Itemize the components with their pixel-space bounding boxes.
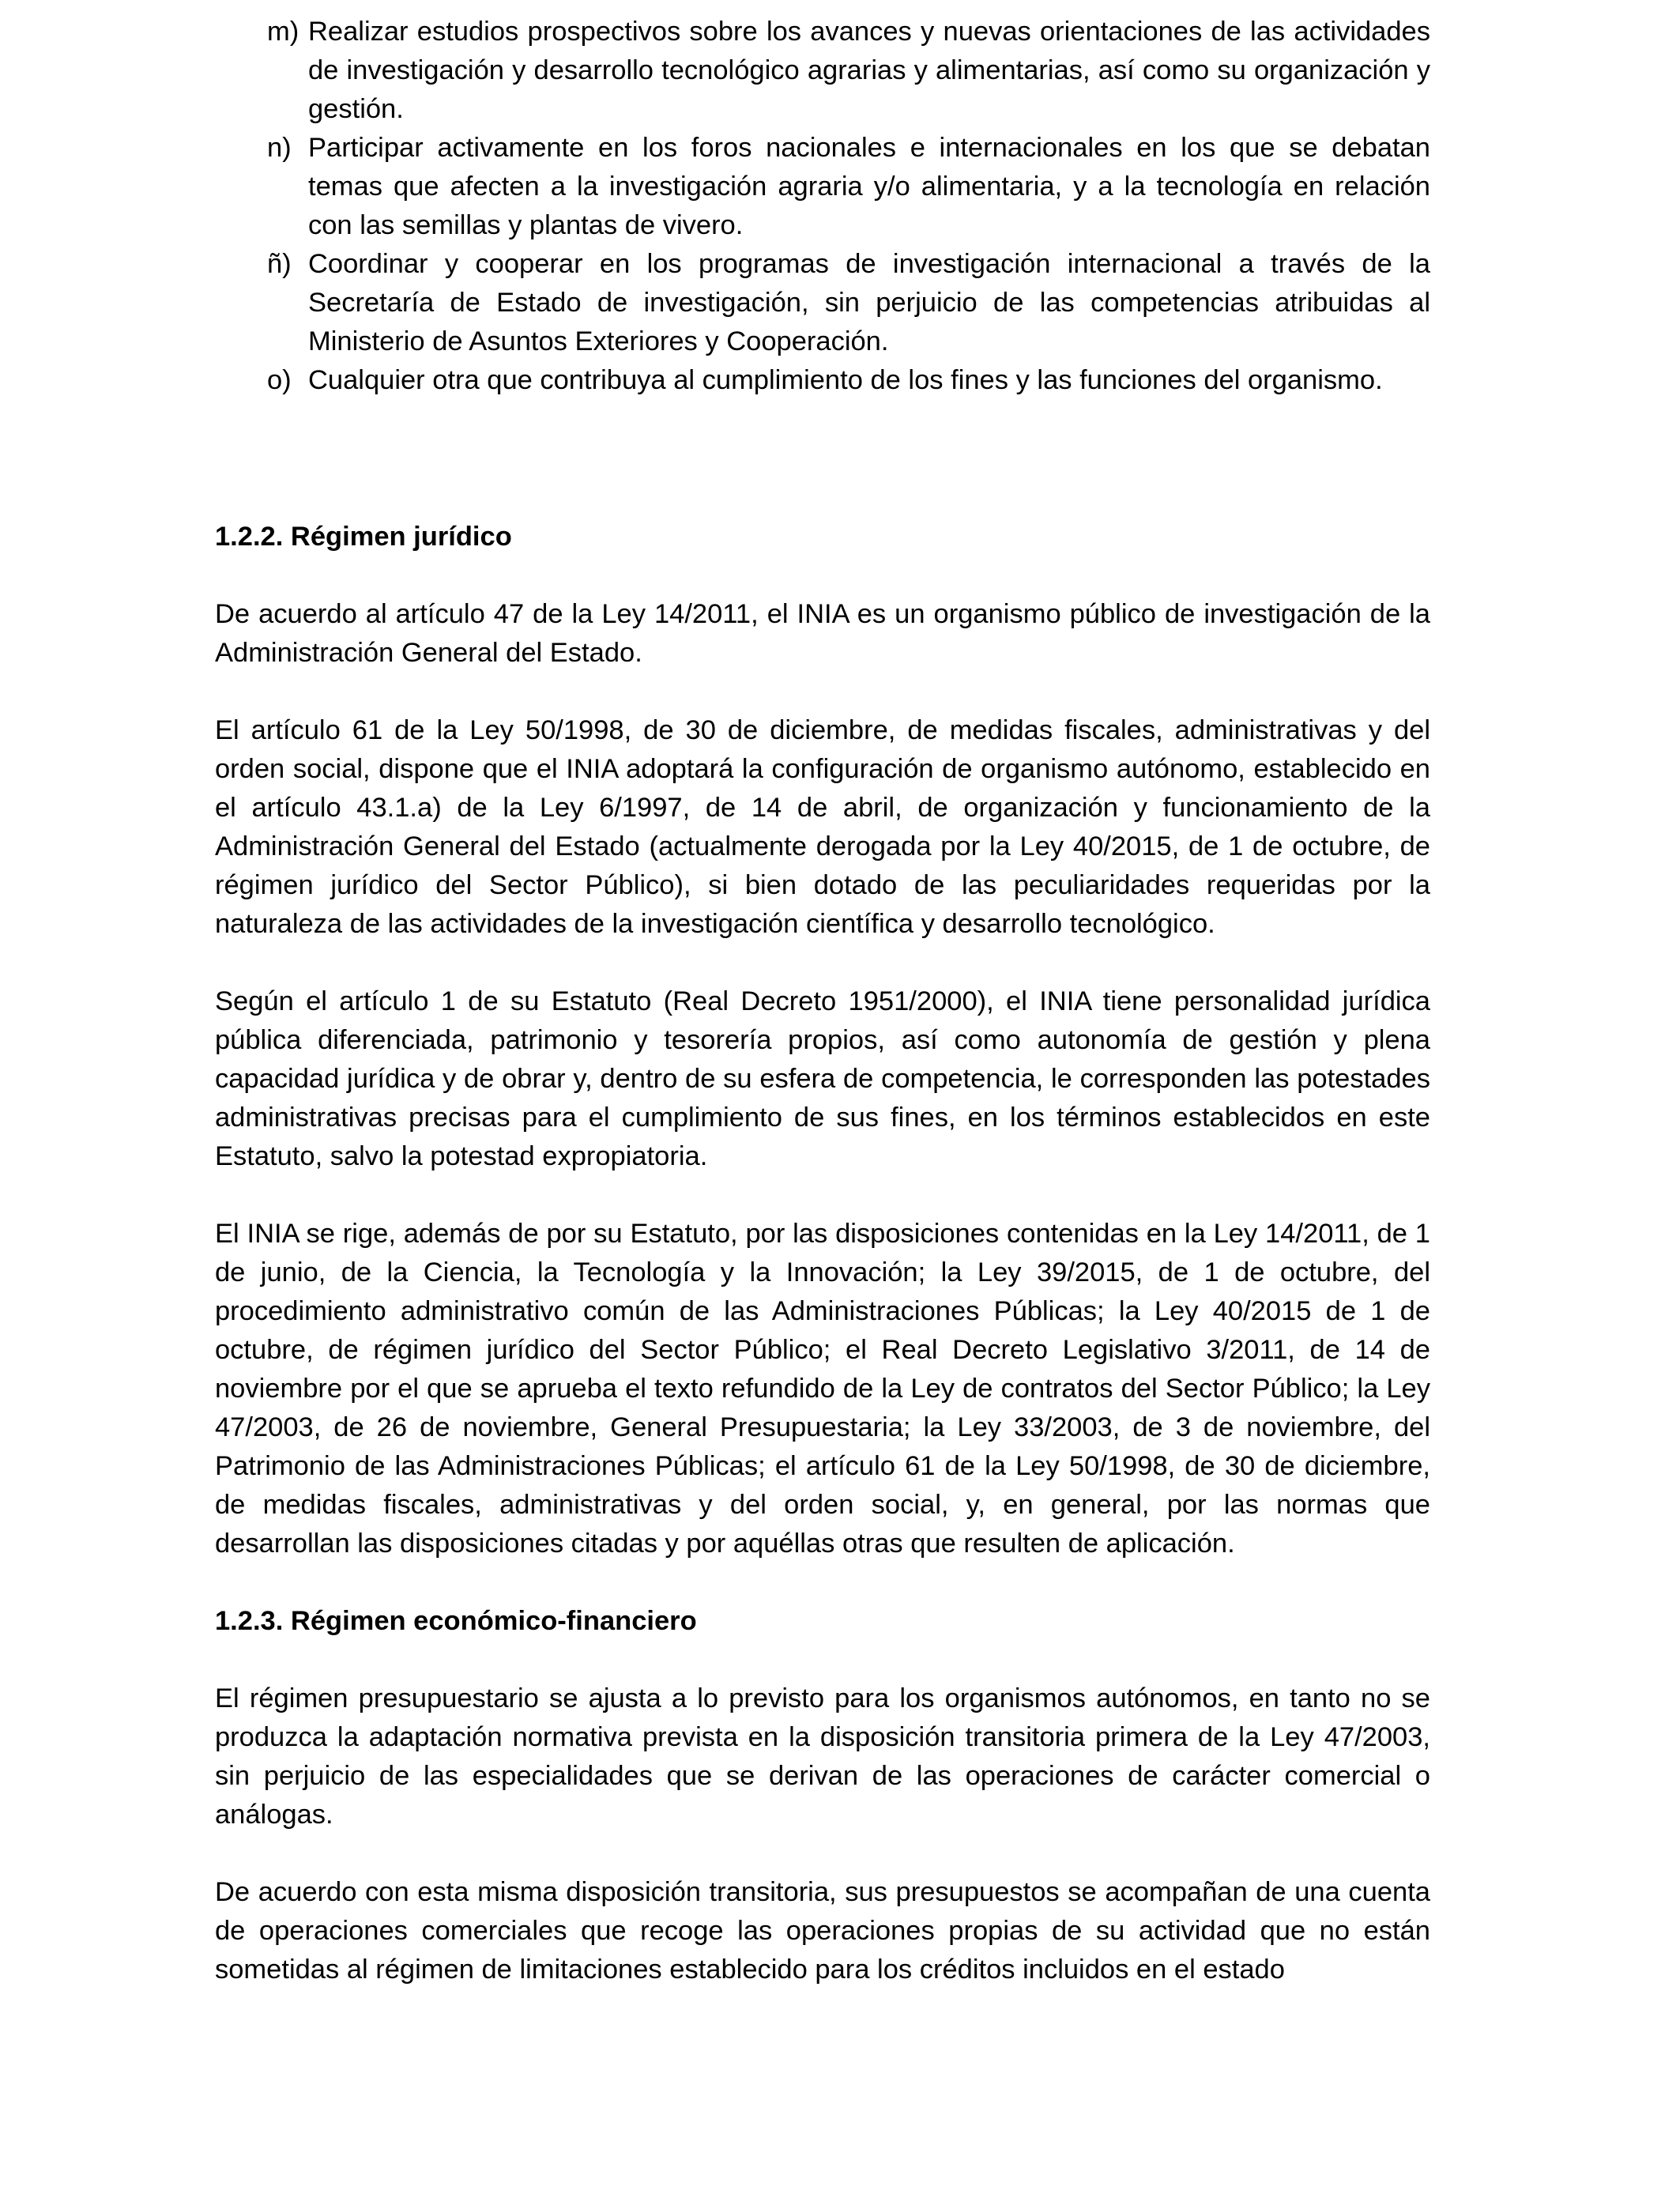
- list-item-letter: n): [267, 133, 292, 163]
- list-item-text: Cualquier otra que contribuya al cumplimiento de los fines y las funciones del organismo.: [308, 365, 1383, 395]
- list-item-text: Participar activamente en los foros nacionales e internacionales en los que se debatan temas que afecten a la investigación agraria y/o alimentaria, y a la tecnología en relación con las semillas y plantas de vivero.: [308, 133, 1430, 240]
- paragraph: El régimen presupuestario se ajusta a lo previsto para los organismos autónomos, en tanto no se produzca la adaptación normativa prevista en la disposición transitoria primera de la Ley 47/2003, sin perjuicio de las especialidades que se derivan de las operaciones de carácter comercial o análogas.: [215, 1683, 1430, 1830]
- list-item-text: Realizar estudios prospectivos sobre los avances y nuevas orientaciones de las actividades de investigación y desarrollo tecnológico agrarias y alimentarias, así como su organización y gestión.: [308, 17, 1430, 124]
- list-item: [267, 129, 1430, 245]
- list-item-text: Coordinar y cooperar en los programas de investigación internacional a través de la Secretaría de Estado de investigación, sin perjuicio de las competencias atribuidas al Ministerio de Asuntos Exteriores y Cooperación.: [308, 249, 1430, 356]
- paragraph: De acuerdo con esta misma disposición transitoria, sus presupuestos se acompañan de una cuenta de operaciones comerciales que recoge las operaciones propias de su actividad que no están sometidas al régimen de limitaciones establecido para los créditos incluidos en el estado: [215, 1877, 1430, 1985]
- paragraph: El INIA se rige, además de por su Estatuto, por las disposiciones contenidas en la Ley 14/2011, de 1 de junio, de la Ciencia, la Tecnología y la Innovación; la Ley 39/2015, de 1 de octubre, del procedimiento administrativo común de las Administraciones Públicas; la Ley 40/2015 de 1 de octubre, de régimen jurídico del Sector Público; el Real Decreto Legislativo 3/2011, de 14 de noviembre por el que se aprueba el texto refundido de la Ley de contratos del Sector Público; la Ley 47/2003, de 26 de noviembre, General Presupuestaria; la Ley 33/2003, de 3 de noviembre, del Patrimonio de las Administraciones Públicas; el artículo 61 de la Ley 50/1998, de 30 de diciembre, de medidas fiscales, administrativas y del orden social, y, en general, por las normas que desarrollan las disposiciones citadas y por aquéllas otras que resulten de aplicación.: [215, 1219, 1430, 1559]
- functions-list: [215, 13, 1430, 400]
- list-item-letter: ñ): [267, 249, 292, 279]
- paragraph: De acuerdo al artículo 47 de la Ley 14/2011, el INIA es un organismo público de investigación de la Administración General del Estado.: [215, 599, 1430, 668]
- section-heading-regimen-juridico: 1.2.2. Régimen jurídico: [215, 522, 512, 552]
- list-item: [267, 13, 1430, 129]
- list-item: [267, 361, 1430, 400]
- paragraph: El artículo 61 de la Ley 50/1998, de 30 de diciembre, de medidas fiscales, administrativas y del orden social, dispone que el INIA adoptará la configuración de organismo autónomo, establecido en el artículo 43.1.a) de la Ley 6/1997, de 14 de abril, de organización y funcionamiento de la Administración General del Estado (actualmente derogada por la Ley 40/2015, de 1 de octubre, de régimen jurídico del Sector Público), si bien dotado de las peculiaridades requeridas por la naturaleza de las actividades de la investigación científica y desarrollo tecnológico.: [215, 715, 1430, 939]
- list-item-letter: o): [267, 365, 292, 395]
- page-content: [215, 13, 1430, 1989]
- list-item-letter: m): [267, 17, 299, 47]
- section-heading-regimen-economico: 1.2.3. Régimen económico-financiero: [215, 1606, 697, 1636]
- paragraph: Según el artículo 1 de su Estatuto (Real Decreto 1951/2000), el INIA tiene personalidad jurídica pública diferenciada, patrimonio y tesorería propios, así como autonomía de gestión y plena capacidad jurídica y de obrar y, dentro de su esfera de competencia, le corresponden las potestades administrativas precisas para el cumplimiento de sus fines, en los términos establecidos en este Estatuto, salvo la potestad expropiatoria.: [215, 986, 1430, 1171]
- list-item: [267, 245, 1430, 361]
